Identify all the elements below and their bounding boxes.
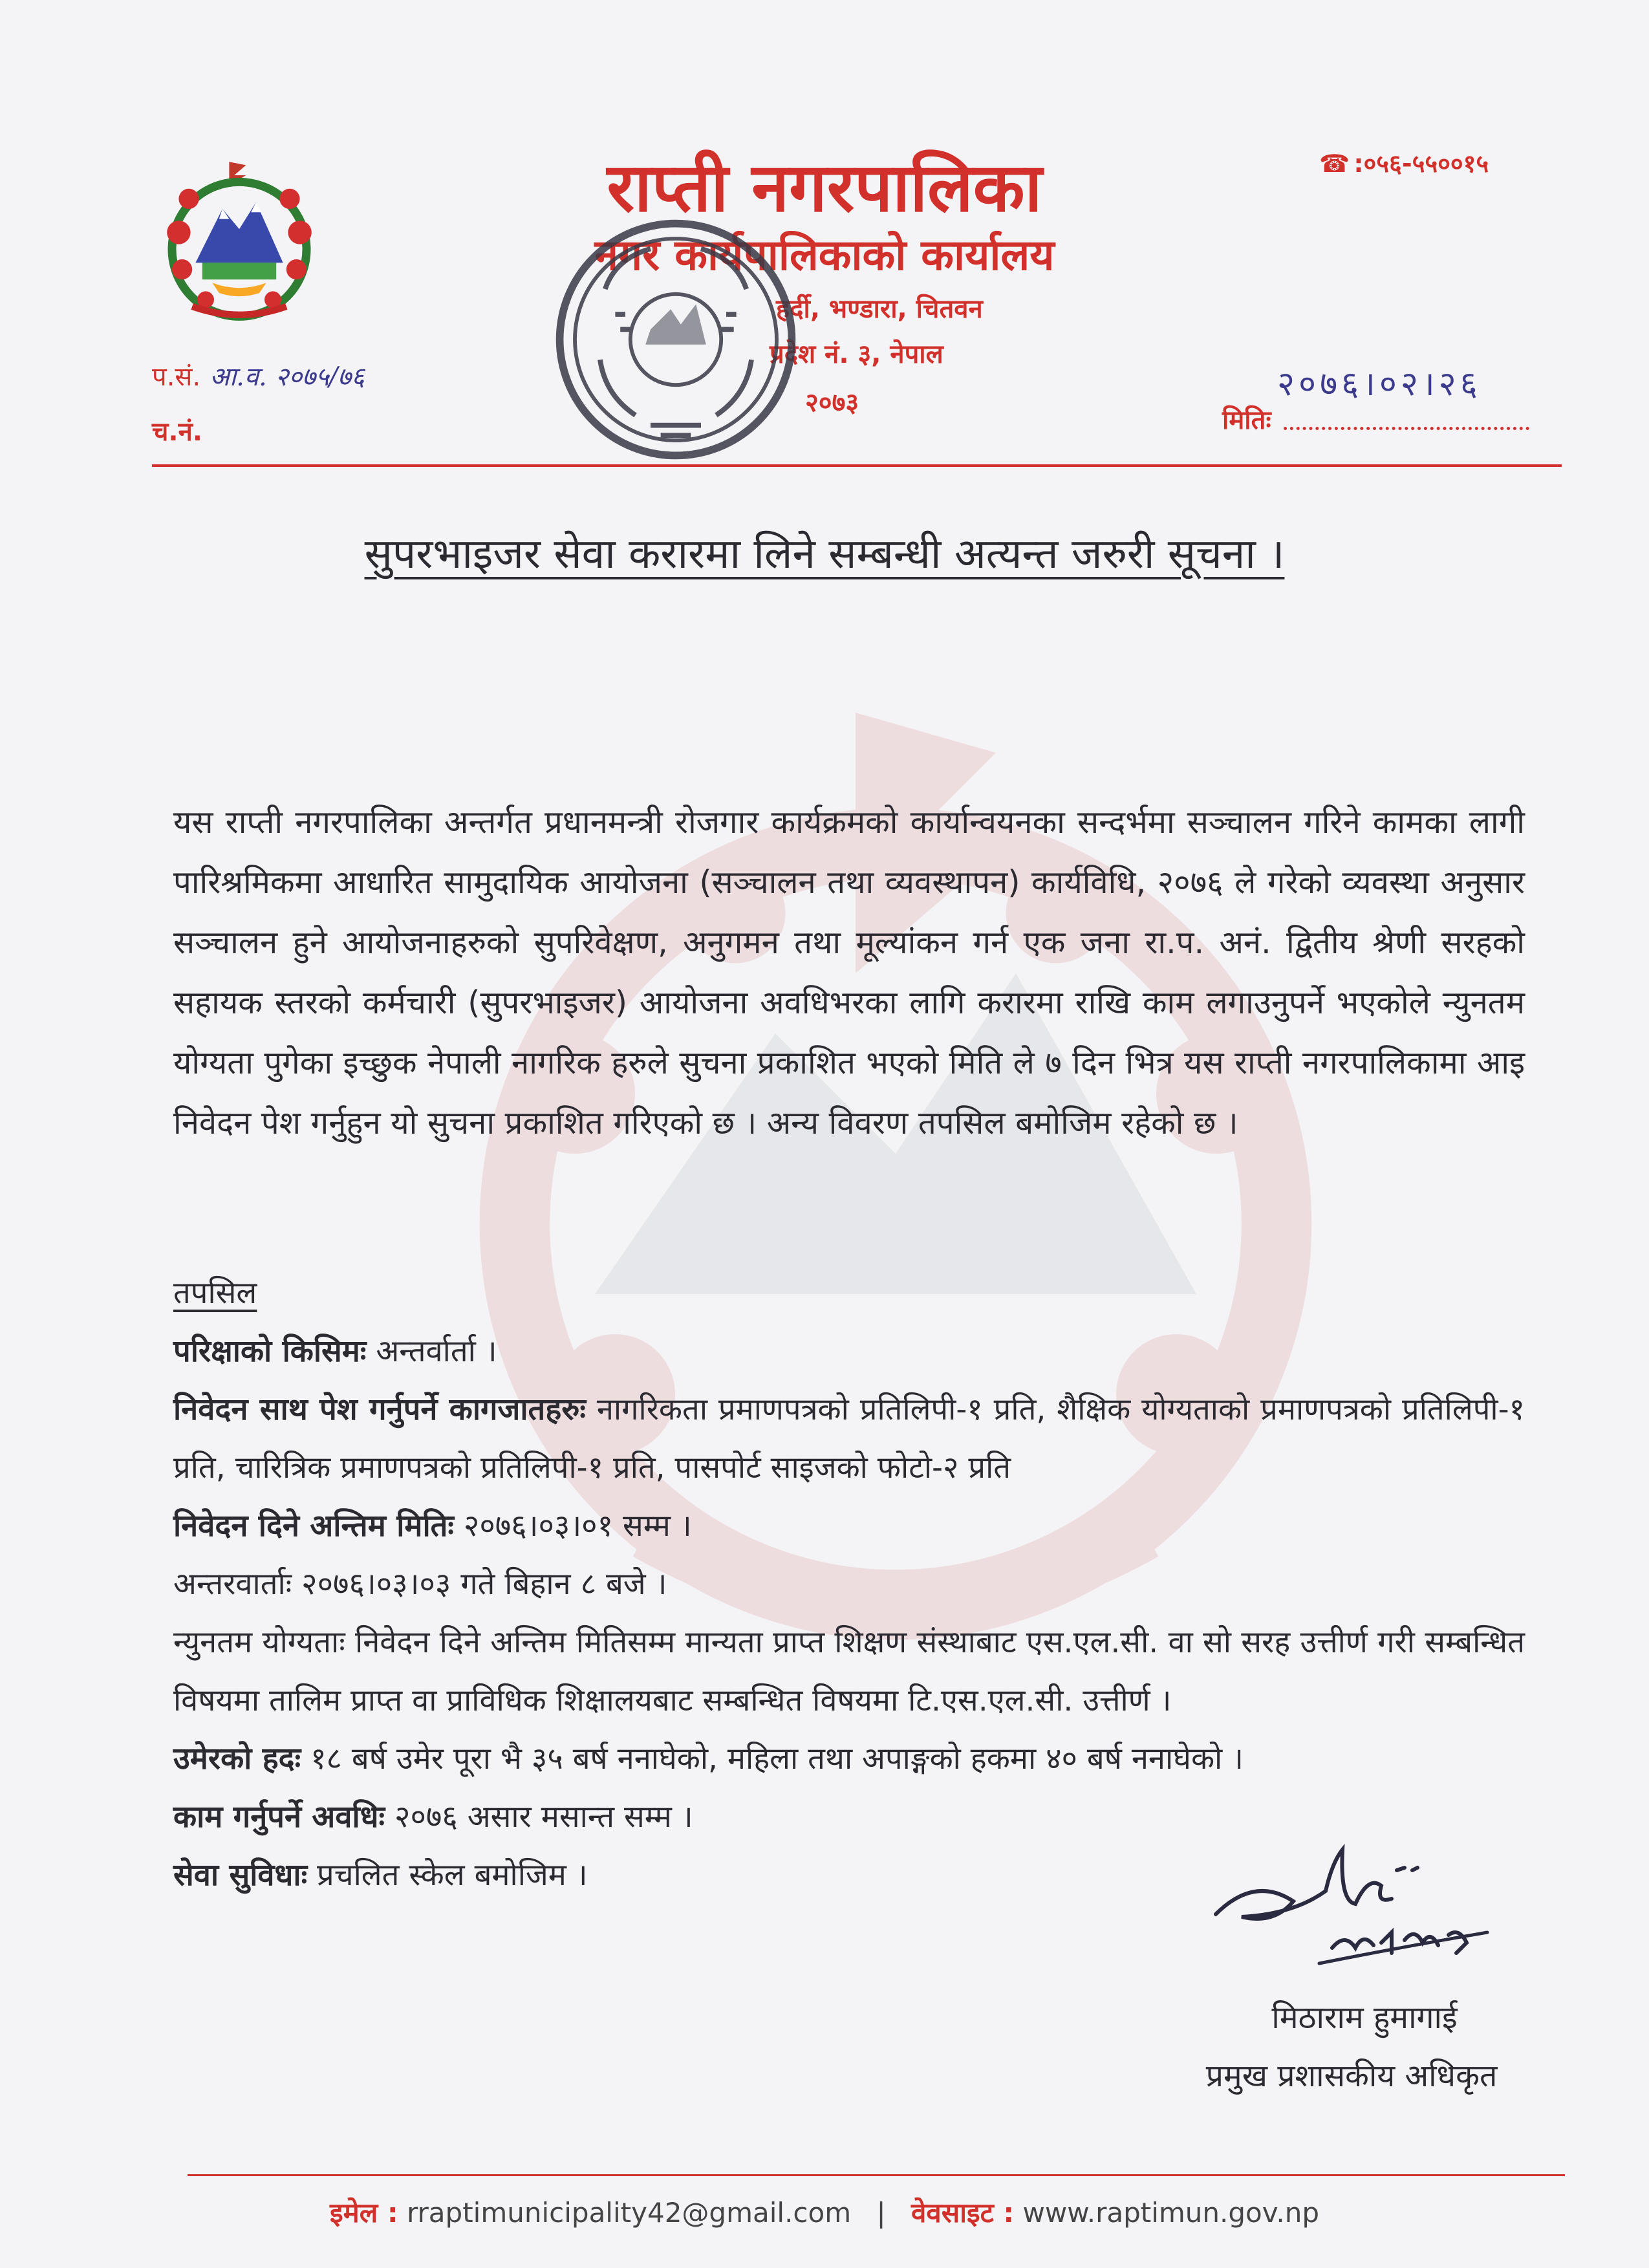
documents-row — [173, 1381, 1525, 1497]
phone-value: :०५६-५५००१५ — [1353, 149, 1489, 178]
footer-contact — [0, 2194, 1649, 2232]
established-year: २०७३ — [805, 388, 859, 418]
address-line-2: प्रदेश नं. ३, नेपाल — [770, 340, 943, 369]
nepal-emblem-icon — [152, 158, 327, 327]
details-section — [173, 1264, 1525, 1905]
website-label: वेवसाइट : — [911, 2197, 1015, 2229]
signatory-name: मिठाराम हुमागाई — [1271, 2000, 1458, 2036]
handwritten-signature — [1203, 1824, 1513, 1998]
footer-separator: | — [876, 2197, 886, 2229]
interview-label: अन्तरवार्ताः — [173, 1566, 292, 1602]
reference-number — [152, 359, 365, 395]
signatory-title: प्रमुख प्रशासकीय अधिकृत — [1205, 2058, 1498, 2094]
address-line-1: हर्दी, भण्डारा, चितवन — [776, 294, 983, 324]
work-period-label: काम गर्नुपर्ने अवधिः — [173, 1799, 385, 1835]
email-label: इमेल : — [330, 2197, 398, 2229]
details-heading — [173, 1264, 1525, 1323]
qualification-label: न्युनतम योग्यताः — [173, 1625, 345, 1660]
deadline-row — [173, 1497, 1525, 1555]
telephone-icon: ☎ — [1319, 149, 1350, 178]
chalani-label: च.नं. — [152, 417, 202, 447]
notice-paragraph: यस राप्ती नगरपालिका अन्तर्गत प्रधानमन्त्री रोजगार कार्यक्रमको कार्यान्वयनका सन्दर्भमा सञ्चालन गरिने कामका लागी पारिश्रमिकमा आधारित सामुदायिक आयोजना (सञ्चालन तथा व्यवस्थापन) कार्यविधि, २०७६ ले गरेको व्यवस्था अनुसार सञ्चालन हुने आयोजनाहरुको सुपरिवेक्षण, अनुगमन तथा मूल्यांकन गर्न एक जना रा.प. अनं. द्वितीय श्रेणी सरहको सहायक स्तरको कर्मचारी (सुपरभाइजर) आयोजना अवधिभरका लागि करारमा राखि काम लगाउनुपर्ने भएकोले न्युनतम योग्यता पुगेका इच्छुक नेपाली नागरिक हरुले सुचना प्रकाशित भएको मिति ले ७ दिन भित्र यस राप्ती नगरपालिकामा आइ निवेदन पेश गर्नुहुन यो सुचना प्रकाशित गरिएको छ । अन्य विवरण तपसिल बमोजिम रहेको छ । — [173, 804, 1525, 1141]
documents-label: निवेदन साथ पेश गर्नुपर्ने कागजातहरुः — [173, 1392, 586, 1427]
website-url[interactable]: www.raptimun.gov.np — [1022, 2197, 1319, 2229]
deadline-value: २०७६।०३।०१ सम्म । — [463, 1508, 692, 1544]
date-value: २०७६।०२।२६ — [1277, 365, 1482, 404]
municipality-title: राप्ती नगरपालिका — [607, 148, 1042, 227]
details-heading-text: तपसिल — [173, 1275, 257, 1311]
ref-label: प.सं. — [152, 362, 201, 392]
office-seal-stamp — [550, 213, 802, 466]
facility-label: सेवा सुविधाः — [173, 1857, 308, 1893]
phone-number — [1319, 147, 1489, 180]
office-subtitle: नगर कार्यपालिकाको कार्यालय — [594, 230, 1055, 280]
qualification-row — [173, 1614, 1525, 1730]
facility-value: प्रचलित स्केल बमोजिम । — [317, 1857, 588, 1893]
notice-heading-text: सुपरभाइजर सेवा करारमा लिने सम्बन्धी अत्यन्त जरुरी सूचना । — [364, 530, 1285, 578]
documents-value: नागरिकता प्रमाणपत्रको प्रतिलिपी-१ प्रति, शैक्षिक योग्यताको प्रमाणपत्रको प्रतिलिपी-१ प्रति, चारित्रिक प्रमाणपत्रको प्रतिलिपी-१ प्रति, पासपोर्ट साइजको फोटो-२ प्रति — [173, 1392, 1525, 1485]
interview-row — [173, 1555, 1525, 1614]
footer-divider — [188, 2174, 1565, 2176]
ref-value: आ.व. २०७५/७६ — [210, 362, 365, 392]
date-label: मितिः — [1222, 405, 1271, 435]
interview-value: २०७६।०३।०३ गते बिहान ८ बजे । — [301, 1566, 667, 1602]
notice-heading — [0, 525, 1649, 583]
email-address[interactable]: rraptimunicipality42@gmail.com — [407, 2197, 852, 2229]
age-limit-label: उमेरको हदः — [173, 1741, 301, 1777]
age-limit-row — [173, 1730, 1525, 1788]
exam-type-row — [173, 1323, 1525, 1381]
work-period-value: २०७६ असार मसान्त सम्म । — [394, 1799, 693, 1835]
qualification-value: निवेदन दिने अन्तिम मितिसम्म मान्यता प्राप्त शिक्षण संस्थाबाट एस.एल.सी. वा सो सरह उत्तीर्ण गरी सम्बन्धित विषयमा तालिम प्राप्त वा प्राविधिक शिक्षालयबाट सम्बन्धित विषयमा टि.एस.एल.सी. उत्तीर्ण । — [173, 1625, 1525, 1718]
date-dotted-line — [1284, 427, 1529, 430]
header-divider — [152, 464, 1562, 467]
exam-type-value: अन्तर्वार्ता । — [376, 1334, 497, 1369]
age-limit-value: १८ बर्ष उमेर पूरा भै ३५ बर्ष ननाघेको, महिला तथा अपाङ्गको हकमा ४० बर्ष ननाघेको । — [310, 1741, 1244, 1777]
exam-type-label: परिक्षाको किसिमः — [173, 1334, 367, 1369]
deadline-label: निवेदन दिने अन्तिम मितिः — [173, 1508, 454, 1544]
